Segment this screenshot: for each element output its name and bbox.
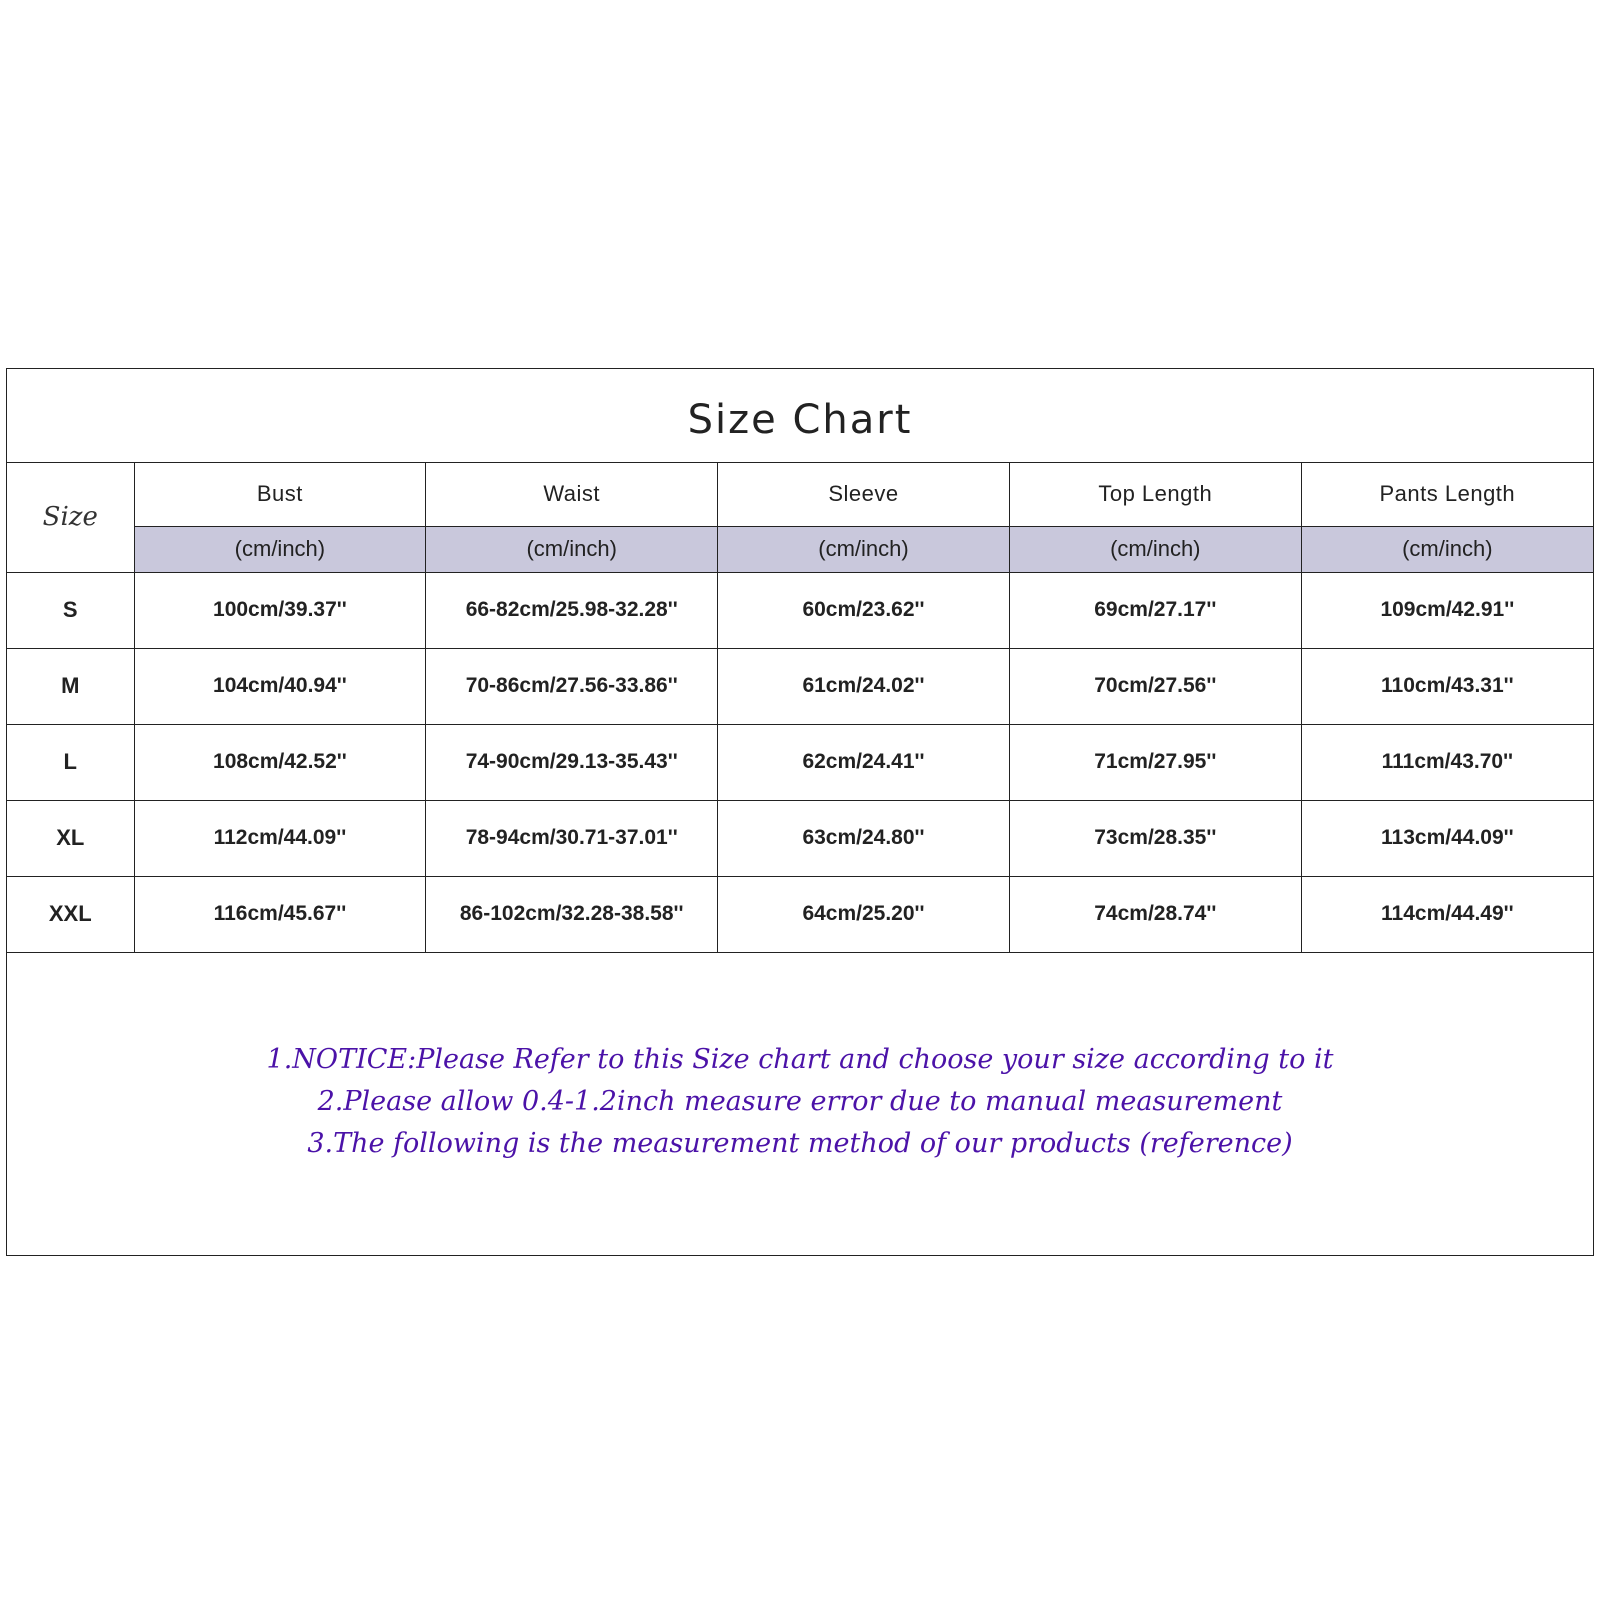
column-header-pants-length: Pants Length: [1301, 463, 1593, 526]
column-header-top-length: Top Length: [1009, 463, 1301, 526]
table-cell: 108cm/42.52'': [134, 724, 426, 800]
page-title: Size Chart: [687, 396, 913, 443]
table-cell: 112cm/44.09'': [134, 800, 426, 876]
unit-label: (cm/inch): [1301, 526, 1593, 572]
table-cell: 110cm/43.31'': [1301, 648, 1593, 724]
size-chart-sheet: [6, 368, 1594, 1256]
table-cell: 69cm/27.17'': [1009, 572, 1301, 648]
table-row: [7, 800, 1593, 876]
table-cell: 114cm/44.49'': [1301, 876, 1593, 952]
size-label: S: [7, 572, 134, 648]
size-label: XXL: [7, 876, 134, 952]
table-cell: 116cm/45.67'': [134, 876, 426, 952]
table-cell: 86-102cm/32.28-38.58'': [426, 876, 718, 952]
size-label: M: [7, 648, 134, 724]
table-cell: 74-90cm/29.13-35.43'': [426, 724, 718, 800]
table-cell: 104cm/40.94'': [134, 648, 426, 724]
header-row: [7, 463, 1593, 526]
size-column-header: Size: [7, 463, 134, 572]
unit-label: (cm/inch): [1009, 526, 1301, 572]
table-cell: 111cm/43.70'': [1301, 724, 1593, 800]
unit-row: [7, 526, 1593, 572]
column-header-bust: Bust: [134, 463, 426, 526]
table-cell: 63cm/24.80'': [718, 800, 1010, 876]
unit-label: (cm/inch): [718, 526, 1010, 572]
table-cell: 109cm/42.91'': [1301, 572, 1593, 648]
title-row: [7, 369, 1593, 463]
note-line: 3.The following is the measurement method of our products (reference): [307, 1128, 1293, 1159]
table-cell: 71cm/27.95'': [1009, 724, 1301, 800]
column-header-sleeve: Sleeve: [718, 463, 1010, 526]
table-cell: 113cm/44.09'': [1301, 800, 1593, 876]
table-cell: 100cm/39.37'': [134, 572, 426, 648]
size-table: [7, 463, 1593, 953]
table-cell: 60cm/23.62'': [718, 572, 1010, 648]
table-cell: 78-94cm/30.71-37.01'': [426, 800, 718, 876]
table-row: [7, 724, 1593, 800]
table-row: [7, 876, 1593, 952]
table-cell: 66-82cm/25.98-32.28'': [426, 572, 718, 648]
table-cell: 74cm/28.74'': [1009, 876, 1301, 952]
note-line: 1.NOTICE:Please Refer to this Size chart and choose your size according to it: [266, 1044, 1334, 1075]
unit-label: (cm/inch): [134, 526, 426, 572]
table-cell: 73cm/28.35'': [1009, 800, 1301, 876]
table-cell: 70-86cm/27.56-33.86'': [426, 648, 718, 724]
table-row: [7, 648, 1593, 724]
table-row: [7, 572, 1593, 648]
notes-block: [7, 1039, 1593, 1165]
table-cell: 64cm/25.20'': [718, 876, 1010, 952]
unit-label: (cm/inch): [426, 526, 718, 572]
column-header-waist: Waist: [426, 463, 718, 526]
table-cell: 62cm/24.41'': [718, 724, 1010, 800]
size-label: XL: [7, 800, 134, 876]
table-cell: 70cm/27.56'': [1009, 648, 1301, 724]
size-label: L: [7, 724, 134, 800]
note-line: 2.Please allow 0.4-1.2inch measure error due to manual measurement: [317, 1086, 1283, 1117]
table-cell: 61cm/24.02'': [718, 648, 1010, 724]
